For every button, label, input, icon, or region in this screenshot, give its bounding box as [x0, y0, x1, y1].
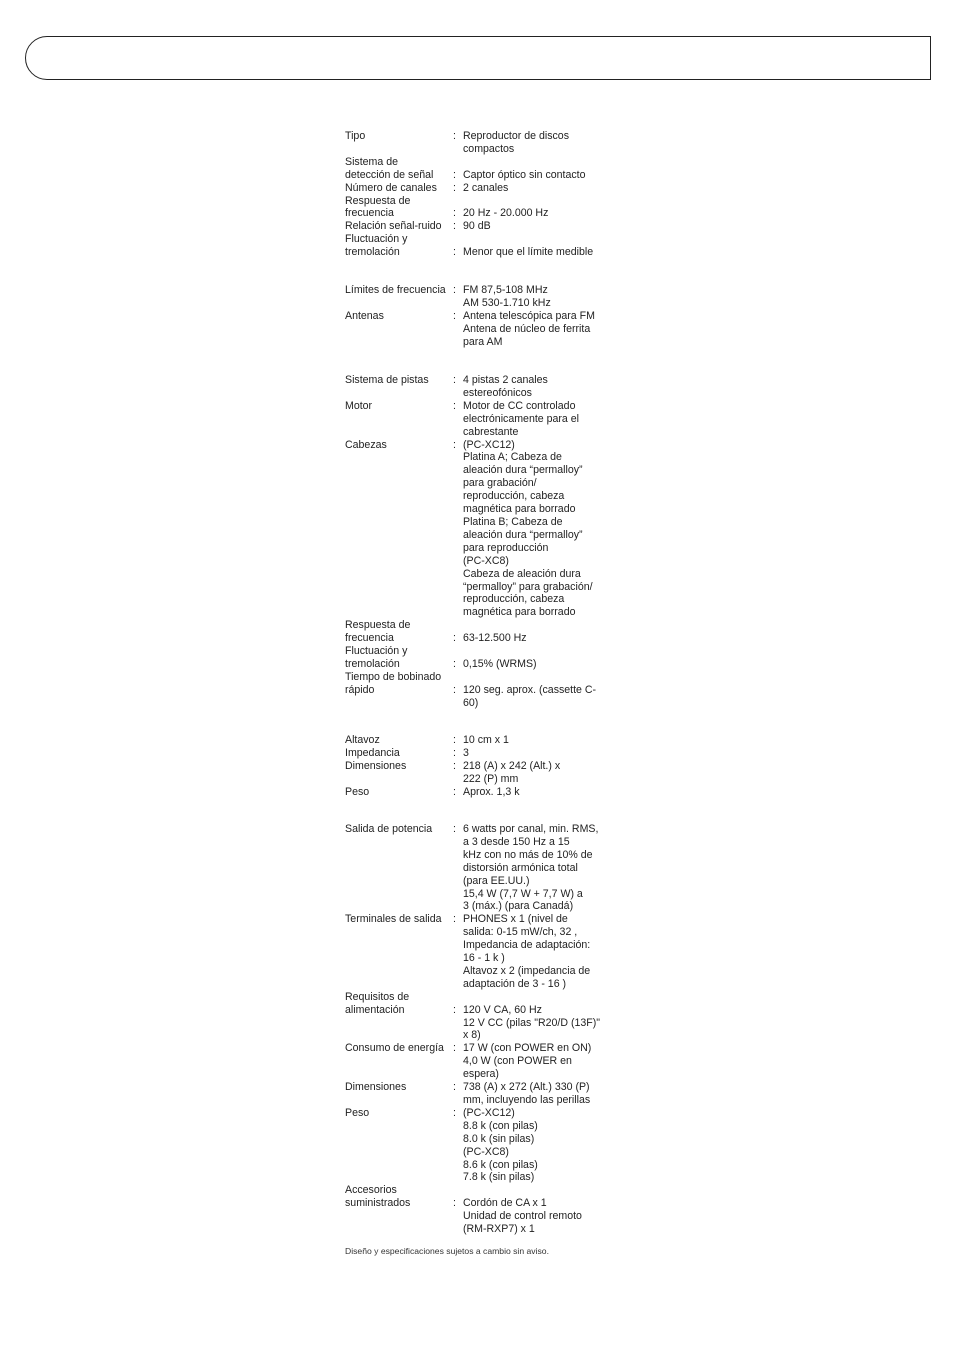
spec-label: [345, 786, 453, 799]
spec-label-line: detección de señal: [345, 168, 434, 181]
spec-value-line: 738 (A) x 272 (Alt.) 330 (P): [463, 1081, 590, 1094]
spec-value-line: a 3 desde 150 Hz a 15: [463, 835, 570, 848]
spec-label-line: Límites de frecuencia: [345, 284, 446, 296]
spec-label: [345, 310, 453, 349]
spec-value-line: Reproductor de discos: [463, 130, 569, 142]
spec-value-line: 8.0 k (sin pilas): [463, 1132, 535, 1145]
spec-value-line: magnética para borrado: [463, 606, 576, 619]
spec-row: [345, 130, 615, 156]
spec-value-line: “permalloy” para grabación/: [463, 580, 593, 593]
spec-label: [345, 747, 453, 760]
spec-label: [345, 619, 453, 645]
spec-row: [345, 747, 615, 760]
spec-value: [463, 233, 613, 259]
spec-label-line: Terminales de salida: [345, 913, 442, 926]
spec-row: [345, 310, 615, 349]
spec-value-line: 20 Hz - 20.000 Hz: [463, 207, 549, 220]
spec-value-line: 60): [463, 696, 479, 709]
spec-row: [345, 156, 615, 182]
spec-value: [463, 671, 613, 710]
spec-value: [463, 991, 613, 1043]
spec-value-line: electrónicamente para el: [463, 412, 580, 425]
spec-value-line: 12 V CC (pilas "R20/D (13F)": [463, 1016, 601, 1029]
spec-label: [345, 645, 453, 671]
spec-value-line: 8.8 k (con pilas): [463, 1119, 538, 1132]
spec-row: [345, 734, 615, 747]
spec-row: [345, 760, 615, 786]
spec-separator: :: [453, 785, 456, 798]
spec-label-line: alimentación: [345, 1003, 405, 1016]
spec-label-line: Motor: [345, 399, 373, 412]
spec-separator: :: [453, 220, 456, 233]
spec-label: [345, 1042, 453, 1081]
spec-value-line: 0,15% (WRMS): [463, 657, 537, 670]
spec-row: [345, 182, 615, 195]
spec-label-line: Respuesta de: [345, 194, 411, 207]
spec-value-line: compactos: [463, 142, 515, 155]
spec-label-line: suministrados: [345, 1197, 411, 1210]
spec-label: [345, 1081, 453, 1107]
spec-separator: :: [453, 309, 456, 322]
spec-label-line: Peso: [345, 785, 370, 798]
spec-label-line: Dimensiones: [345, 1081, 407, 1094]
spec-label: [345, 182, 453, 195]
spec-value-line: 63-12.500 Hz: [463, 632, 527, 645]
spec-value-line: (PC-XC12): [463, 1106, 515, 1119]
spec-value-line: Cabeza de aleación dura: [463, 567, 581, 580]
spec-value-line: salida: 0-15 mW/ch, 32 ,: [463, 926, 578, 939]
spec-row: [345, 374, 615, 400]
spec-section-cd: [345, 130, 615, 259]
spec-label: [345, 823, 453, 913]
spec-value-line: (RM-RXP7) x 1: [463, 1223, 535, 1236]
spec-label: [345, 220, 453, 233]
spec-row: [345, 1081, 615, 1107]
spec-label-line: Respuesta de: [345, 619, 411, 632]
spec-value-line: Unidad de control remoto: [463, 1210, 582, 1223]
spec-label-line: Sistema de: [345, 155, 398, 168]
spec-row: [345, 233, 615, 259]
spec-label-line: Accesorios: [345, 1184, 397, 1197]
spec-value: [463, 374, 613, 400]
spec-separator: :: [453, 1197, 456, 1210]
spec-label-line: Relación señal-ruido: [345, 220, 442, 233]
spec-value: [463, 734, 613, 747]
spec-value-line: 218 (A) x 242 (Alt.) x: [463, 759, 561, 772]
spec-value-line: 7.8 k (sin pilas): [463, 1171, 535, 1184]
spec-value-line: kHz con no más de 10% de: [463, 848, 593, 861]
spec-separator: :: [453, 284, 456, 296]
footnote: Diseño y especificaciones sujetos a cambio sin aviso.: [345, 1246, 549, 1256]
spec-separator: :: [453, 1081, 456, 1094]
spec-label: [345, 400, 453, 439]
spec-row: [345, 786, 615, 799]
spec-value: [463, 182, 613, 195]
spec-value-line: 6 watts por canal, min. RMS,: [463, 823, 599, 835]
spec-value: [463, 760, 613, 786]
spec-label: [345, 195, 453, 221]
spec-value-line: Platina A; Cabeza de: [463, 451, 562, 464]
spec-value: [463, 913, 613, 990]
spec-label-line: Peso: [345, 1106, 370, 1119]
spec-value-line: reproducción, cabeza: [463, 593, 565, 606]
spec-label: [345, 671, 453, 710]
spec-label-line: Fluctuación y: [345, 645, 408, 658]
spec-value-line: 120 seg. aprox. (cassette C-: [463, 683, 597, 696]
spec-label-line: Altavoz: [345, 734, 380, 746]
spec-value-line: 120 V CA, 60 Hz: [463, 1003, 542, 1016]
spec-value-line: 8.6 k (con pilas): [463, 1158, 538, 1171]
spec-label: [345, 439, 453, 620]
spec-value-line: espera): [463, 1068, 499, 1081]
spec-separator: :: [453, 746, 456, 759]
spec-value: [463, 1184, 613, 1236]
spec-separator: :: [453, 168, 456, 181]
spec-label-line: Dimensiones: [345, 759, 407, 772]
spec-value-line: 2 canales: [463, 181, 509, 194]
spec-value-line: para AM: [463, 335, 503, 348]
spec-value-line: 3: [463, 746, 469, 759]
spec-label: [345, 760, 453, 786]
spec-label-line: frecuencia: [345, 632, 394, 645]
spec-label-line: rápido: [345, 683, 375, 696]
spec-label: [345, 374, 453, 400]
spec-value-line: 4 pistas 2 canales: [463, 374, 548, 386]
spec-label-line: tremolación: [345, 246, 400, 259]
spec-value-line: 222 (P) mm: [463, 772, 519, 785]
spec-value-line: (PC-XC8): [463, 554, 509, 567]
spec-label: [345, 734, 453, 747]
spec-value: [463, 1042, 613, 1081]
spec-label: [345, 991, 453, 1043]
spec-value-line: (PC-XC8): [463, 1145, 509, 1158]
spec-value-line: x 8): [463, 1029, 481, 1042]
spec-separator: :: [453, 1106, 456, 1119]
spec-row: [345, 671, 615, 710]
spec-row: [345, 619, 615, 645]
spec-label: [345, 1184, 453, 1236]
spec-separator: :: [453, 734, 456, 746]
spec-label-line: Cabezas: [345, 438, 387, 451]
page-header-bar: [25, 36, 931, 80]
spec-value-line: Antena de núcleo de ferrita: [463, 322, 591, 335]
spec-row: [345, 1042, 615, 1081]
spec-label: [345, 130, 453, 156]
spec-separator: :: [453, 759, 456, 772]
spec-value: [463, 1107, 613, 1184]
spec-label-line: Sistema de pistas: [345, 374, 429, 386]
spec-value: [463, 1081, 613, 1107]
spec-value-line: Captor óptico sin contacto: [463, 168, 586, 181]
spec-label-line: Requisitos de: [345, 990, 410, 1003]
spec-label-line: Antenas: [345, 309, 384, 322]
spec-separator: :: [453, 683, 456, 696]
spec-value-line: 15,4 W (7,7 W + 7,7 W) a: [463, 887, 583, 900]
spec-row: [345, 400, 615, 439]
spec-value: [463, 220, 613, 233]
spec-row: [345, 913, 615, 990]
spec-row: [345, 645, 615, 671]
spec-value: [463, 310, 613, 349]
spec-label-line: Consumo de energía: [345, 1042, 444, 1055]
spec-value: [463, 400, 613, 439]
spec-separator: :: [453, 913, 456, 926]
spec-value-line: 3 (máx.) (para Canadá): [463, 900, 574, 913]
spec-value-line: Impedancia de adaptación:: [463, 939, 591, 952]
spec-value-line: 10 cm x 1: [463, 734, 509, 746]
spec-value: [463, 439, 613, 620]
spec-section-general: [345, 823, 615, 1236]
spec-label: [345, 233, 453, 259]
spec-value-line: (PC-XC12): [463, 438, 515, 451]
spec-value-line: magnética para borrado: [463, 503, 576, 516]
spec-row: [345, 1107, 615, 1184]
spec-row: [345, 991, 615, 1043]
spec-label: [345, 913, 453, 990]
spec-label: [345, 284, 453, 310]
spec-row: [345, 284, 615, 310]
spec-separator: :: [453, 823, 456, 835]
spec-value-line: Menor que el límite medible: [463, 246, 594, 259]
spec-separator: :: [453, 657, 456, 670]
spec-row: [345, 195, 615, 221]
spec-label-line: Tipo: [345, 130, 366, 142]
spec-section-tuner: [345, 284, 615, 349]
spec-value-line: estereofónicos: [463, 386, 532, 399]
spec-value-line: Altavoz x 2 (impedancia de: [463, 964, 591, 977]
spec-value: [463, 195, 613, 221]
spec-value-line: para reproducción: [463, 541, 549, 554]
spec-label-line: tremolación: [345, 657, 400, 670]
spec-row: [345, 1184, 615, 1236]
spec-value-line: 16 - 1 k ): [463, 952, 505, 965]
spec-value-line: cabrestante: [463, 425, 519, 438]
spec-value-line: 17 W (con POWER en ON): [463, 1042, 592, 1055]
spec-value-line: Motor de CC controlado: [463, 399, 576, 412]
spec-value-line: AM 530-1.710 kHz: [463, 296, 551, 309]
spec-value-line: 90 dB: [463, 220, 491, 233]
spec-value: [463, 786, 613, 799]
spec-value: [463, 645, 613, 671]
spec-value-line: PHONES x 1 (nivel de: [463, 913, 568, 926]
spec-label-line: Tiempo de bobinado: [345, 670, 442, 683]
spec-value-line: aleación dura “permalloy”: [463, 528, 583, 541]
spec-value-line: Cordón de CA x 1: [463, 1197, 547, 1210]
spec-label-line: Impedancia: [345, 746, 400, 759]
spec-value-line: adaptación de 3 - 16 ): [463, 977, 567, 990]
spec-row: [345, 823, 615, 913]
spec-value-line: reproducción, cabeza: [463, 490, 565, 503]
spec-value-line: Aprox. 1,3 k: [463, 785, 520, 798]
spec-label-line: Salida de potencia: [345, 823, 433, 835]
spec-value: [463, 130, 613, 156]
spec-label-line: Fluctuación y: [345, 233, 408, 246]
spec-value: [463, 619, 613, 645]
spec-value-line: FM 87,5-108 MHz: [463, 284, 548, 296]
spec-value-line: (para EE.UU.): [463, 874, 530, 887]
spec-value-line: para grabación/: [463, 477, 537, 490]
spec-section-cassette: [345, 374, 615, 710]
spec-separator: :: [453, 1042, 456, 1055]
spec-value: [463, 823, 613, 913]
spec-separator: :: [453, 207, 456, 220]
spec-separator: :: [453, 632, 456, 645]
spec-separator: :: [453, 1003, 456, 1016]
spec-section-speaker: [345, 734, 615, 799]
spec-value: [463, 156, 613, 182]
spec-value-line: mm, incluyendo las perillas: [463, 1094, 591, 1107]
spec-label: [345, 156, 453, 182]
spec-separator: :: [453, 399, 456, 412]
spec-value-line: aleación dura “permalloy”: [463, 464, 583, 477]
spec-value-line: Antena telescópica para FM: [463, 309, 595, 322]
spec-separator: :: [453, 374, 456, 386]
spec-value-line: Platina B; Cabeza de: [463, 515, 563, 528]
spec-separator: :: [453, 438, 456, 451]
spec-separator: :: [453, 181, 456, 194]
spec-value: [463, 284, 613, 310]
spec-separator: :: [453, 246, 456, 259]
spec-value: [463, 747, 613, 760]
spec-row: [345, 220, 615, 233]
spec-label-line: Número de canales: [345, 181, 437, 194]
spec-label: [345, 1107, 453, 1184]
spec-row: [345, 439, 615, 620]
spec-value-line: distorsión armónica total: [463, 861, 578, 874]
spec-label-line: frecuencia: [345, 207, 394, 220]
spec-value-line: 4,0 W (con POWER en: [463, 1055, 572, 1068]
spec-separator: :: [453, 130, 456, 142]
